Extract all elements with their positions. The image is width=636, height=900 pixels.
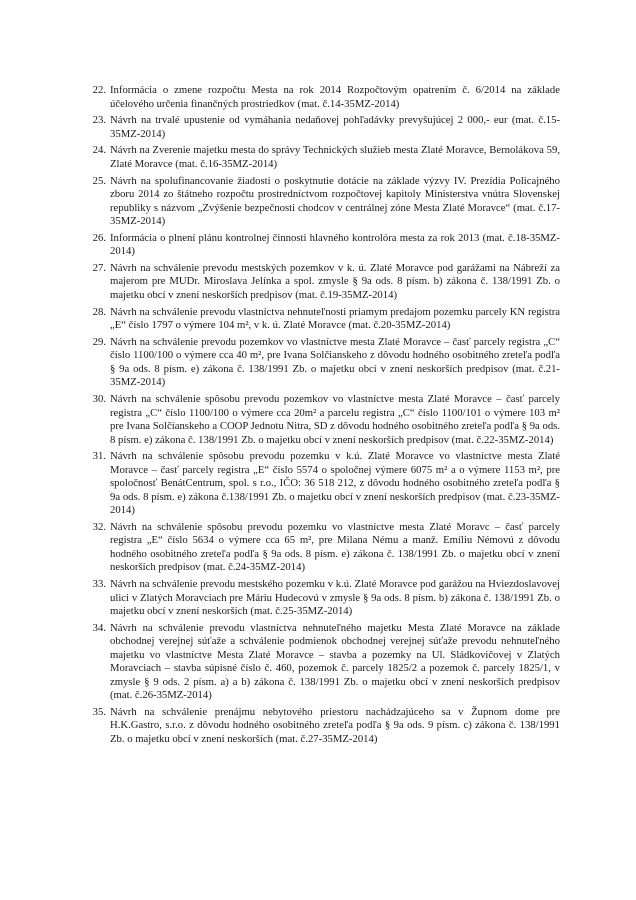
item-text: Návrh na schválenie prevodu vlastníctva nehnuteľného majetku Mesta Zlaté Moravce na základe obchodnej verejnej súťaže a schválenie podmienok obchodnej verejnej súťaže prevodu nehnuteľného majetku vo vlastníctve Mesta Zlaté Moravce – stavba a pozemky na Ul. Sládkovičovej v Zlatých Moravciach – stavba súpisné číslo č. 460, pozemok č. parcely 1825/2 a pozemok č. parcely 1825/1, v zmysle § 9 ods. 2 písm. a) a b) zákona č. 138/1991 Zb. o majetku obcí v znení neskorších predpisov (mat. č.26-35MZ-2014) [110, 621, 560, 702]
agenda-item-33 [90, 578, 560, 619]
item-number: 32. [92, 520, 106, 533]
item-number: 27. [92, 261, 106, 274]
item-text: Návrh na schválenie prevodu pozemkov vo vlastníctve mesta Zlaté Moravce – časť parcely registra „C“ číslo 1100/100 o výmere cca 40 m², pre Ivana Solčianskeho z dôvodu hodného osobitného zreteľa podľa § 9a ods. 8 písm. e) zákona č. 138/1991 Zb. o majetku obcí v znení neskorších predpisov (mat. č.21-35MZ-2014) [110, 335, 560, 389]
item-number: 31. [92, 450, 106, 463]
item-text: Návrh na schválenie prenájmu nebytového priestoru nachádzajúceho sa v Župnom dome pre H.K.Gastro, s.r.o. z dôvodu hodného osobitného zreteľa podľa § 9a ods. 9 písm. c) zákona č. 138/1991 Zb. o majetku obcí v znení neskorších (mat. č.27-35MZ-2014) [110, 705, 560, 745]
item-number: 25. [92, 174, 106, 187]
item-text: Návrh na trvalé upustenie od vymáhania nedaňovej pohľadávky prevyšujúcej 2 000,- eur (mat. č.15-35MZ-2014) [110, 114, 560, 140]
item-text: Návrh na schválenie prevodu mestského pozemku v k.ú. Zlaté Moravce pod garážou na Hviezdoslavovej ulici v Zlatých Moravciach pre Máriu Hudecovú v zmysle § 9a ods. 8 písm. b) zákona č. 138/1991 Zb. o majetku obcí v znení neskorších (mat. č.25-35MZ-2014) [110, 578, 560, 618]
agenda-item-23 [90, 114, 560, 141]
item-text: Informácia o zmene rozpočtu Mesta na rok 2014 Rozpočtovým opatrením č. 6/2014 na základe účelového určenia finančných prostriedkov (mat. č.14-35MZ-2014) [110, 84, 560, 110]
agenda-item-34 [90, 622, 560, 703]
agenda-list [90, 84, 560, 750]
item-text: Informácia o plnení plánu kontrolnej činnosti hlavného kontrolóra mesta za rok 2013 (mat. č.18-35MZ-2014) [110, 231, 560, 258]
item-number: 35. [92, 705, 106, 718]
agenda-item-22 [90, 84, 560, 111]
agenda-item-26 [90, 232, 560, 259]
item-number: 26. [92, 231, 106, 244]
item-text: Návrh na schválenie spôsobu prevodu pozemkov vo vlastníctve mesta Zlaté Moravce – časť parcely registra „C“ číslo 1100/100 o výmere cca 20m² a parcelu registra „C“ číslo 1100/101 o výmere 103 m² pre Ivana Solčianskeho a COOP Jednotu Nitra, SD z dôvodu hodného osobitného zreteľa podľa § 9a ods. 8 písm. e) zákona č. 138/1991 Zb. o majetku obcí v znení neskorších predpisov (mat. č.22-35MZ-2014) [110, 393, 560, 446]
agenda-item-25 [90, 175, 560, 229]
agenda-item-27 [90, 262, 560, 303]
item-number: 28. [92, 305, 106, 318]
item-text: Návrh na schválenie spôsobu prevodu pozemku v k.ú. Zlaté Moravce vo vlastníctve mesta Zlaté Moravce – časť parcely registra „E“ číslo 5574 o spoločnej výmere 6075 m² a o výmere 1153 m², pre spoločnosť BenátCentrum, spol. s r.o., IČO: 36 518 212, z dôvodu hodného osobitného zreteľa podľa § 9a ods. 8 písm. e) zákona č.138/1991 Zb. o majetku obcí v znení neskorších predpisov (mat. č.23-35MZ-2014) [110, 450, 560, 517]
agenda-item-24 [90, 144, 560, 171]
agenda-item-28 [90, 306, 560, 333]
agenda-item-35 [90, 706, 560, 747]
item-number: 24. [92, 144, 106, 157]
agenda-item-30 [90, 393, 560, 447]
item-number: 29. [92, 335, 106, 348]
item-number: 33. [92, 578, 106, 591]
item-text: Návrh na spolufinancovanie žiadosti o poskytnutie dotácie na základe výzvy IV. Prezídia Policajného zboru 2014 zo štátneho rozpočtu prostredníctvom rozpočtovej kapitoly Ministerstva vnútra Slovenskej republiky s názvom „Zvýšenie bezpečnosti chodcov v centrálnej zóne Mesta Zlaté Moravce“ (mat. č.17-35MZ-2014) [110, 174, 560, 228]
item-number: 23. [92, 114, 106, 127]
item-text: Návrh na schválenie prevodu mestských pozemkov v k. ú. Zlaté Moravce pod garážami na Nábreží za majerom pre MUDr. Miroslava Jelínka a spol. zmysle § 9a ods. 8 písm. b) zákona č. 138/1991 Zb. o majetku obcí v znení neskorších predpisov (mat. č.19-35MZ-2014) [110, 261, 560, 301]
agenda-item-32 [90, 521, 560, 575]
item-text: Návrh na Zverenie majetku mesta do správy Technických služieb mesta Zlaté Moravce, Bernolákova 59, Zlaté Moravce (mat. č.16-35MZ-2014) [110, 144, 560, 170]
item-text: Návrh na schválenie spôsobu prevodu pozemku vo vlastníctve mesta Zlaté Moravc – časť parcely registra „E“ číslo 5634 o výmere cca 65 m², pre Milana Nému a manž. Emíliu Némovú z dôvodu hodného osobitného zreteľa podľa § 9a ods. 8 písm. e) zákona č. 138/1991 Zb. o majetku obcí v znení neskorších predpisov (mat. č.24-35MZ-2014) [110, 520, 560, 574]
item-text: Návrh na schválenie prevodu vlastníctva nehnuteľnosti priamym predajom pozemku parcely KN registra „E“ číslo 1797 o výmere 104 m², v k. ú. Zlaté Moravce (mat. č.20-35MZ-2014) [110, 305, 560, 332]
agenda-item-29 [90, 336, 560, 390]
item-number: 34. [92, 621, 106, 634]
agenda-item-31 [90, 450, 560, 518]
item-number: 22. [92, 84, 106, 96]
item-number: 30. [92, 393, 106, 405]
